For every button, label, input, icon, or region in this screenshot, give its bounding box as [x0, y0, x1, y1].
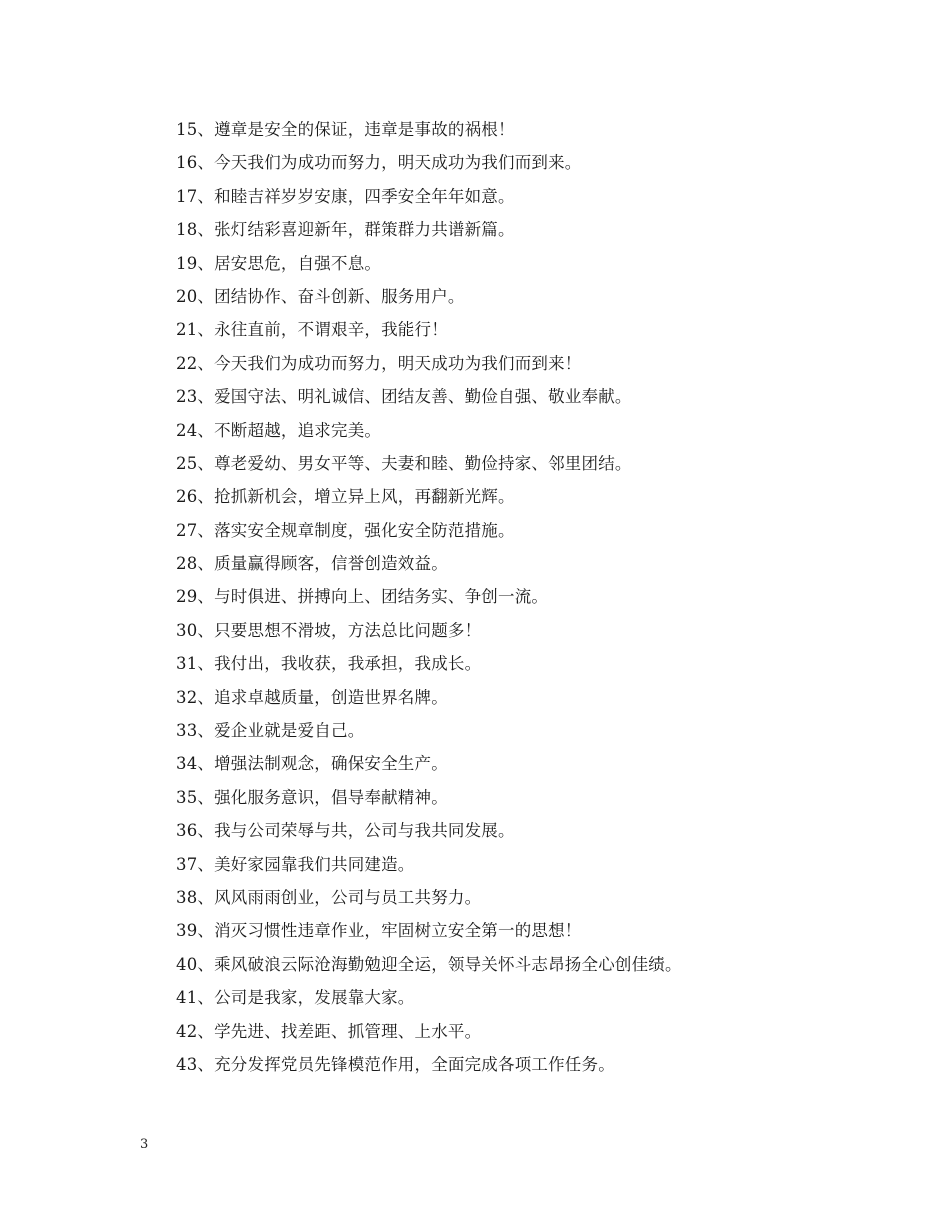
- list-item: 34、增强法制观念，确保安全生产。: [176, 754, 448, 774]
- list-item: 39、消灭习惯性违章作业，牢固树立安全第一的思想！: [176, 921, 582, 941]
- list-item: 24、不断超越，追求完美。: [176, 420, 382, 440]
- list-item: 17、和睦吉祥岁岁安康，四季安全年年如意。: [176, 186, 515, 206]
- list-item: 38、风风雨雨创业，公司与员工共努力。: [176, 887, 482, 907]
- list-item: 27、落实安全规章制度，强化安全防范措施。: [176, 520, 515, 540]
- list-item: 41、公司是我家，发展靠大家。: [176, 988, 415, 1008]
- list-item: 42、学先进、找差距、抓管理、上水平。: [176, 1021, 482, 1041]
- list-item: 23、爱国守法、明礼诚信、团结友善、勤俭自强、敬业奉献。: [176, 387, 632, 407]
- list-item: 32、追求卓越质量，创造世界名牌。: [176, 687, 448, 707]
- list-item: 20、团结协作、奋斗创新、服务用户。: [176, 286, 465, 306]
- list-item: 33、爱企业就是爱自己。: [176, 721, 365, 741]
- list-item: 36、我与公司荣辱与共，公司与我共同发展。: [176, 821, 515, 841]
- list-item: 18、张灯结彩喜迎新年，群策群力共谱新篇。: [176, 220, 515, 240]
- list-item: 25、尊老爱幼、男女平等、夫妻和睦、勤俭持家、邻里团结。: [176, 453, 632, 473]
- list-item: 19、居安思危，自强不息。: [176, 253, 382, 273]
- list-item: 16、今天我们为成功而努力，明天成功为我们而到来。: [176, 153, 582, 173]
- page-number: 3: [140, 1137, 149, 1152]
- list-item: 28、质量赢得顾客，信誉创造效益。: [176, 554, 448, 574]
- list-item: 22、今天我们为成功而努力，明天成功为我们而到来！: [176, 353, 582, 373]
- list-item: 40、乘风破浪云际沧海勤勉迎全运，领导关怀斗志昂扬全心创佳绩。: [176, 954, 682, 974]
- list-item: 21、永往直前，不谓艰辛，我能行！: [176, 320, 448, 340]
- slogan-list: [176, 118, 682, 1086]
- list-item: 35、强化服务意识，倡导奉献精神。: [176, 787, 448, 807]
- list-item: 31、我付出，我收获，我承担，我成长。: [176, 654, 482, 674]
- list-item: 43、充分发挥党员先锋模范作用，全面完成各项工作任务。: [176, 1054, 615, 1074]
- list-item: 29、与时俱进、拼搏向上、团结务实、争创一流。: [176, 587, 549, 607]
- list-item: 37、美好家园靠我们共同建造。: [176, 854, 415, 874]
- list-item: 26、抢抓新机会，增立异上风，再翻新光辉。: [176, 487, 515, 507]
- list-item: 30、只要思想不滑坡，方法总比问题多！: [176, 620, 482, 640]
- list-item: 15、遵章是安全的保证，违章是事故的祸根！: [176, 120, 515, 139]
